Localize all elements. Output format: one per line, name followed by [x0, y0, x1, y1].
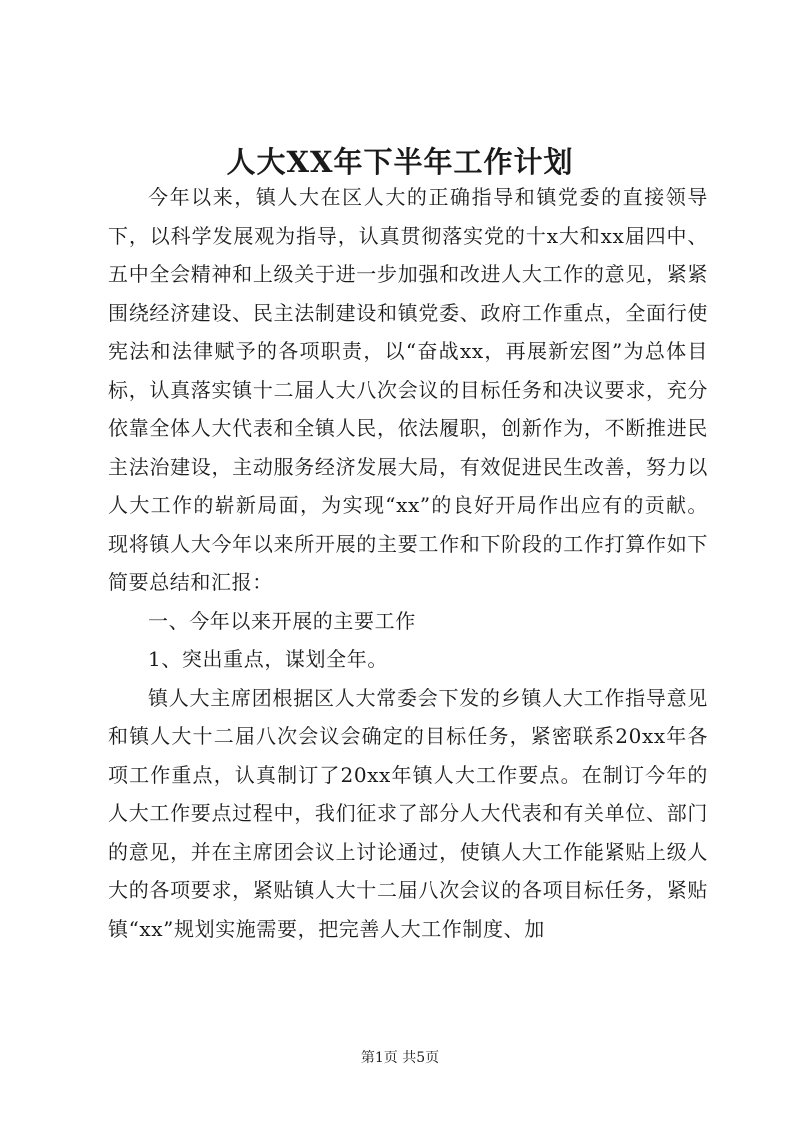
paragraph-body: 镇人大主席团根据区人大常委会下发的乡镇人大工作指导意见和镇人大十二届八次会议会确定的目标任务，紧密联系20xx年各项工作重点，认真制订了20xx年镇人大工作要点。在制订今年的人大工作要点过程中，我们征求了部分人大代表和有关单位、部门的意见，并在主席团会议上讨论通过，使镇人大工作能紧贴上级人大的各项要求，紧贴镇人大十二届八次会议的各项目标任务，紧贴镇“xx”规划实施需要，把完善人大工作制度、加	[108, 685, 708, 941]
document-title: 人大XX年下半年工作计划	[226, 145, 574, 179]
section-heading: 一、今年以来开展的主要工作	[148, 608, 416, 633]
paragraph-intro: 今年以来，镇人大在区人大的正确指导和镇党委的直接领导下，以科学发展观为指导，认真贯彻落实党的十x大和xx届四中、五中全会精神和上级关于进一步加强和改进人大工作的意见，紧紧围绕经济建设、民主法制建设和镇党委、政府工作重点，全面行使宪法和法律赋予的各项职责，以“奋战xx，再展新宏图”为总体目标，认真落实镇十二届人大八次会议的目标任务和决议要求，充分依靠全体人大代表和全镇人民，依法履职，创新作为，不断推进民主法治建设，主动服务经济发展大局，有效促进民生改善，努力以人大工作的崭新局面，为实现“xx”的良好开局作出应有的贡献。现将镇人大今年以来所开展的主要工作和下阶段的工作打算作如下简要总结和汇报：	[108, 185, 708, 594]
document-body	[108, 178, 708, 948]
page-footer: 第1页 共5页	[360, 1050, 440, 1066]
subsection-heading: 1、突出重点，谋划全年。	[148, 647, 388, 671]
